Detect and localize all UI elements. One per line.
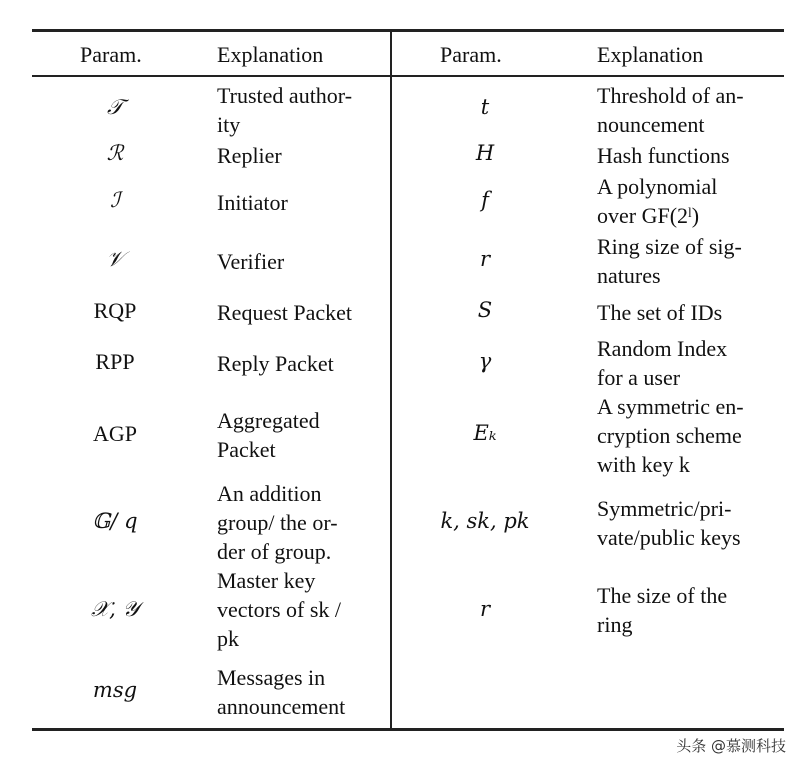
left-exp-7-line-1: group/ the or-: [217, 510, 338, 535]
left-param-8: 𝒳, 𝒴: [91, 597, 139, 621]
left-param-6: AGP: [92, 421, 137, 446]
right-exp-6-line-1: cryption scheme: [597, 423, 742, 448]
left-exp-8: [217, 566, 341, 653]
right-exp-2-line-0: A polynomial: [597, 174, 718, 199]
left-exp-7-line-0: An addition: [217, 481, 322, 506]
right-exp-6-line-2: with key k: [597, 452, 690, 477]
left-exp-0: [217, 81, 352, 139]
left-exp-1: [217, 141, 282, 170]
right-exp-6: [597, 392, 744, 479]
left-exp-8-line-1: vectors of sk /: [217, 597, 342, 622]
right-exp-4: [597, 298, 722, 327]
right-param-8: r: [479, 597, 491, 621]
left-exp-8-line-2: pk: [217, 626, 239, 651]
right-exp-6-line-0: A symmetric en-: [597, 394, 744, 419]
right-exp-3-line-1: natures: [597, 263, 661, 288]
right-param-4: S: [477, 298, 493, 322]
left-exp-9-line-1: announcement: [217, 694, 346, 719]
left-param-1: ℛ: [106, 141, 124, 165]
right-exp-3-line-0: Ring size of sig-: [597, 234, 742, 259]
left-exp-6: [217, 406, 320, 464]
right-exp-8: [597, 581, 727, 639]
left-exp-1-line-0: Replier: [217, 143, 282, 168]
right-param-6: Eₖ: [473, 421, 497, 445]
right-param-5: γ: [478, 349, 492, 373]
left-exp-2: [217, 188, 288, 217]
right-exp-5-line-1: for a user: [597, 365, 681, 390]
left-exp-7-line-2: der of group.: [217, 539, 332, 564]
bottom-rule: [32, 728, 784, 731]
header-rule: [32, 75, 784, 77]
right-exp-7-line-1: vate/public keys: [597, 525, 741, 550]
left-exp-9: [217, 663, 345, 721]
left-exp-2-line-0: Initiator: [217, 190, 288, 215]
left-param-9: msg: [92, 678, 138, 702]
right-exp-8-line-0: The size of the: [597, 583, 728, 608]
right-exp-5-line-0: Random Index: [597, 336, 728, 361]
left-exp-4-line-0: Request Packet: [217, 300, 353, 325]
right-exp-5: [597, 334, 727, 392]
right-exp-4-line-0: The set of IDs: [597, 300, 723, 325]
left-param-7: 𝔾/ q: [92, 509, 138, 533]
left-exp-0-line-1: ity: [217, 112, 241, 137]
left-exp-8-line-0: Master key: [217, 568, 316, 593]
right-exp-1: [597, 141, 730, 170]
right-exp-3: [597, 232, 742, 290]
column-divider: [390, 30, 392, 730]
right-param-2: f: [481, 188, 489, 212]
left-exp-7: [217, 479, 338, 566]
header-left-param: Param.: [80, 42, 142, 67]
left-exp-5: [217, 349, 334, 378]
left-exp-9-line-0: Messages in: [217, 665, 326, 690]
left-param-4: RQP: [93, 298, 137, 323]
right-param-0: t: [480, 95, 490, 119]
left-exp-0-line-0: Trusted author-: [217, 83, 353, 108]
left-exp-6-line-0: Aggregated: [217, 408, 320, 433]
left-param-3: 𝒱: [106, 247, 124, 271]
left-exp-3-line-0: Verifier: [217, 249, 285, 274]
right-param-1: H: [475, 141, 495, 165]
right-param-7: k, sk, pk: [440, 509, 530, 533]
left-exp-4: [217, 298, 352, 327]
left-param-0: 𝒯: [106, 95, 124, 119]
right-exp-1-line-0: Hash functions: [597, 143, 730, 168]
left-exp-5-line-0: Reply Packet: [217, 351, 334, 376]
left-param-5: RPP: [95, 349, 135, 374]
right-exp-0-line-1: nouncement: [597, 112, 705, 137]
right-exp-7: [597, 494, 741, 552]
top-rule: [32, 29, 784, 32]
header-left-explanation: Explanation: [217, 42, 324, 67]
right-exp-0-line-0: Threshold of an-: [597, 83, 744, 108]
watermark: 头条 @慕测科技: [676, 737, 786, 755]
right-exp-8-line-1: ring: [597, 612, 633, 637]
header-right-explanation: Explanation: [597, 42, 704, 67]
left-exp-3: [217, 247, 284, 276]
right-exp-2: [597, 172, 717, 230]
header-right-param: Param.: [440, 42, 502, 67]
left-exp-6-line-1: Packet: [217, 437, 276, 462]
right-exp-7-line-0: Symmetric/pri-: [597, 496, 732, 521]
left-param-2: ℐ: [110, 188, 120, 212]
right-param-3: r: [479, 247, 491, 271]
right-exp-2-line-1: over GF(2ˡ): [597, 203, 700, 228]
right-exp-0: [597, 81, 744, 139]
